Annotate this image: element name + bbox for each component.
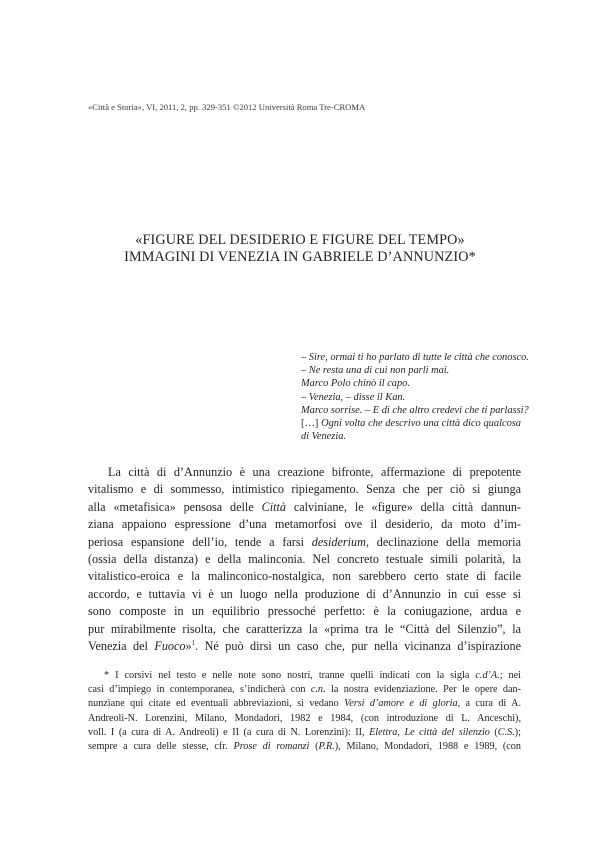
text-span: calviniane, le «figure» della città dannun-	[285, 499, 521, 514]
body-line: vitalismo e di sommesso, intimistico ripiegamento. Senza che per ciò si giunga	[88, 482, 521, 497]
text-span: );	[514, 726, 522, 738]
footnote-line	[88, 683, 521, 697]
text-span: * I corsivi nel testo e nelle note sono nostri, tranne quelli indicati con la sigla	[104, 670, 476, 681]
text-span: nunziane qui citate ed eventuali abbreviazioni, si vedano	[88, 698, 345, 710]
text-span: , a cura di A.	[457, 698, 521, 710]
footnote	[88, 669, 521, 754]
text-span: la nostra evidenziazione. Per le opere dan-	[325, 684, 522, 696]
epigraph-line: Marco sorrise. – E di che altro credevi che ti parlassi?	[301, 404, 529, 416]
text-span: (	[489, 726, 498, 738]
footnote-line	[88, 697, 521, 711]
body-line	[88, 638, 521, 655]
italic-title: Versi d’amore e di gloria	[344, 698, 458, 710]
epigraph-line: – Venezia, – disse il Kan.	[301, 391, 406, 403]
italic-abbr: C.S.	[497, 726, 515, 738]
text-span: sempre a cura delle stesse, cfr.	[88, 741, 234, 753]
footnote-line: Andreoli-N. Lorenzini, Milano, Mondadori, 1982 e 1984, (con introduzione di L. Anceschi),	[88, 712, 521, 724]
text-span: »	[185, 639, 192, 654]
text-span: , declinazione della memoria	[365, 534, 521, 549]
title-line-1: «FIGURE DEL DESIDERIO E FIGURE DEL TEMPO»	[135, 232, 465, 248]
body-line: La città di d’Annunzio è una creazione bifronte, affermazione di prepotente	[108, 465, 521, 479]
text-span: Venezia del	[88, 639, 155, 654]
body-line: ziana appaiono espressione d’una metamorfosi ove il desiderio, da moto d’im-	[88, 517, 521, 532]
italic-abbr: c.n.	[310, 684, 326, 696]
epigraph-line: di Venezia.	[301, 431, 347, 443]
text-span: voll. I (a cura di A. Andreoli) e II (a cura di N. Lorenzini): II,	[88, 726, 370, 738]
epigraph-text: Ogni volta che descrivo una città dico qualcosa	[318, 418, 521, 430]
epigraph-line: Marco Polo chinò il capo.	[301, 378, 410, 390]
footnote-line	[88, 669, 521, 683]
text-span: . Né può dirsi un caso che, pur nella vicinanza d’ispirazione	[195, 639, 521, 654]
text-span: ,	[397, 726, 405, 738]
epigraph-line: – Sire, ormai ti ho parlato di tutte le città che conosco.	[301, 352, 529, 363]
italic-abbr: P.R.	[318, 741, 335, 753]
text-span: ; nei	[499, 670, 521, 681]
body-paragraph	[88, 464, 521, 655]
running-head: «Città e Storia», VI, 2011, 2, pp. 329-351 ©2012 Università Roma Tre-CROMA	[88, 102, 366, 112]
text-span: ), Milano, Mondadori, 1988 e 1989, (con	[334, 741, 521, 753]
italic-title: Città	[261, 499, 286, 514]
body-line	[88, 499, 521, 516]
title-line-2: IMMAGINI DI VENEZIA IN GABRIELE D’ANNUNZIO*	[124, 249, 476, 265]
text-span: periosa espansione dell’io, tende a farsi	[88, 534, 312, 549]
body-line: vitalistico-eroica e la malinconico-nostalgica, non sarebbero certo state di facile	[88, 569, 521, 584]
footnote-line	[88, 740, 521, 754]
epigraph-line	[301, 417, 521, 430]
body-line: pur mirabilmente risolta, che caratterizza la «prima tra le “Città del Silenzio”, la	[88, 621, 521, 636]
italic-title: Prose di romanzi	[233, 741, 310, 753]
body-line: sono composte in un equilibrio pressoché perfetto: è la coniugazione, ardua e	[88, 604, 521, 619]
italic-title: Elettra	[369, 726, 398, 738]
footnote-line	[88, 726, 521, 740]
footnote-ref[interactable]: 1	[191, 639, 196, 647]
epigraph	[301, 351, 529, 443]
italic-title: Le città del silenzio	[404, 726, 490, 738]
body-line: (ossia della distanza) e della malinconia. Nel concreto testuale simili polarità, la	[88, 552, 521, 567]
epigraph-line: – Ne resta una di cui non parli mai.	[301, 365, 450, 377]
italic-title: Fuoco	[154, 639, 186, 654]
italic-abbr: c.d’A.	[475, 670, 500, 681]
body-line: accordo, e tuttavia vi è un luogo nella produzione di d’Annunzio in cui esse si	[88, 586, 521, 601]
ellipsis-bracket: […]	[301, 418, 319, 430]
article-title	[0, 232, 600, 266]
text-span: (	[309, 741, 319, 753]
text-span: alla «metafisica» pensosa delle	[88, 499, 262, 514]
body-line	[88, 534, 521, 551]
italic-term: desiderium	[311, 534, 366, 549]
text-span: casi d’impiego in contemporanea, s’indicherà con	[88, 684, 311, 696]
